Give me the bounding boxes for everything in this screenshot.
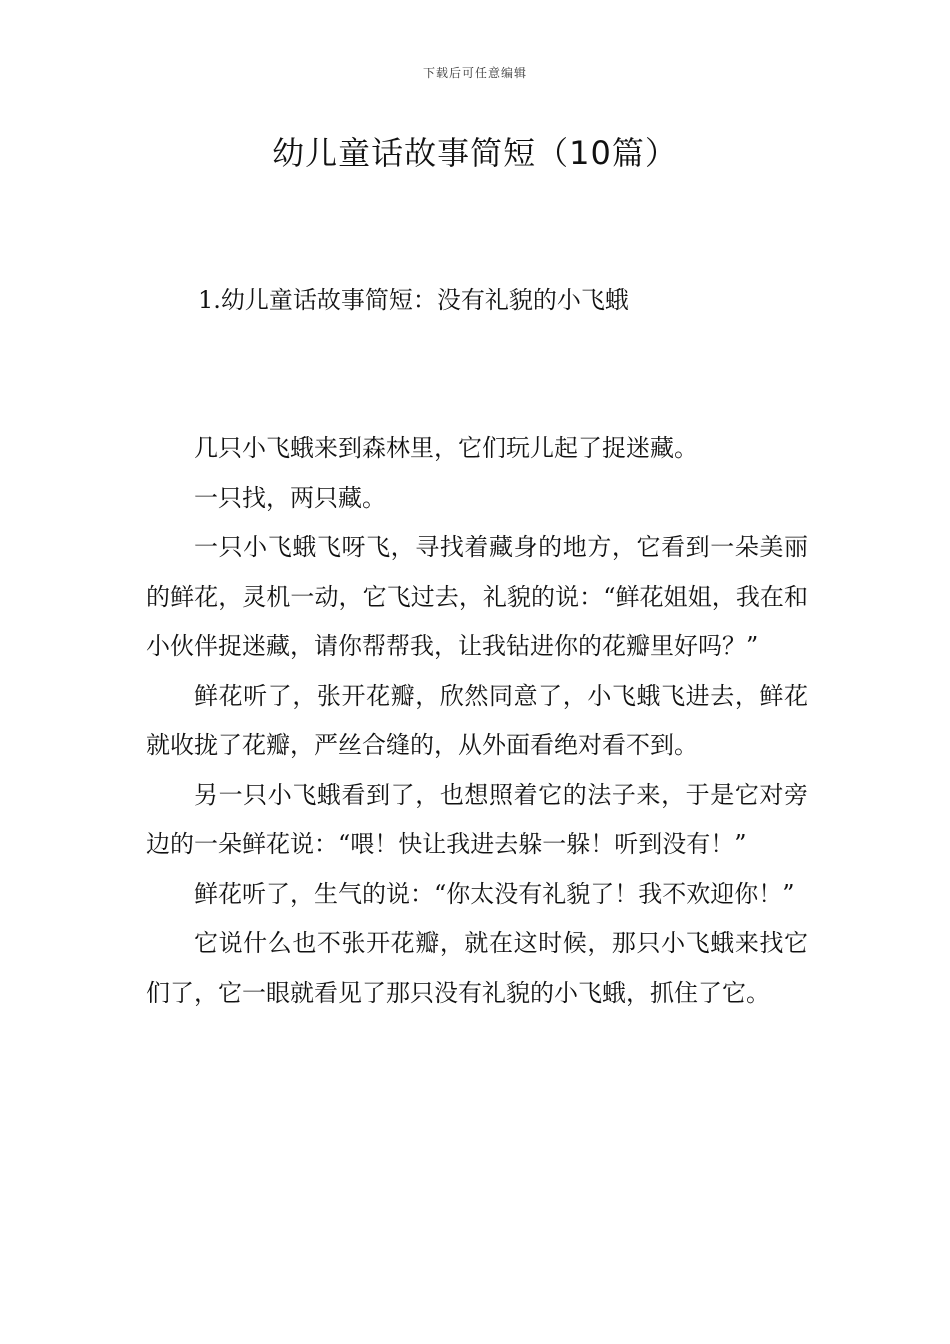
paragraph: 几只小飞蛾来到森林里，它们玩儿起了捉迷藏。	[194, 434, 698, 462]
document-title: 幼儿童话故事简短（10篇）	[272, 134, 678, 172]
section-heading: 1.幼儿童话故事简短：没有礼貌的小飞蛾	[198, 286, 629, 314]
paragraph: 另一只小飞蛾看到了，也想照着它的法子来，于是它对旁边的一朵鲜花说：“喂！快让我进去躲一躲！听到没有！”	[146, 780, 808, 858]
paragraph: 一只小飞蛾飞呀飞，寻找着藏身的地方，它看到一朵美丽的鲜花，灵机一动，它飞过去，礼貌的说：“鲜花姐姐，我在和小伙伴捉迷藏，请你帮帮我，让我钻进你的花瓣里好吗？”	[146, 533, 808, 660]
paragraph: 一只找，两只藏。	[194, 483, 386, 512]
paragraph: 鲜花听了，生气的说：“你太没有礼貌了！我不欢迎你！”	[194, 879, 795, 908]
paragraph: 鲜花听了，张开花瓣，欣然同意了，小飞蛾飞进去，鲜花就收拢了花瓣，严丝合缝的，从外面看绝对看不到。	[146, 681, 808, 759]
header-note: 下载后可任意编辑	[422, 66, 527, 80]
story-body	[146, 424, 808, 1018]
paragraph: 它说什么也不张开花瓣，就在这时候，那只小飞蛾来找它们了，它一眼就看见了那只没有礼貌的小飞蛾，抓住了它。	[146, 929, 808, 1007]
